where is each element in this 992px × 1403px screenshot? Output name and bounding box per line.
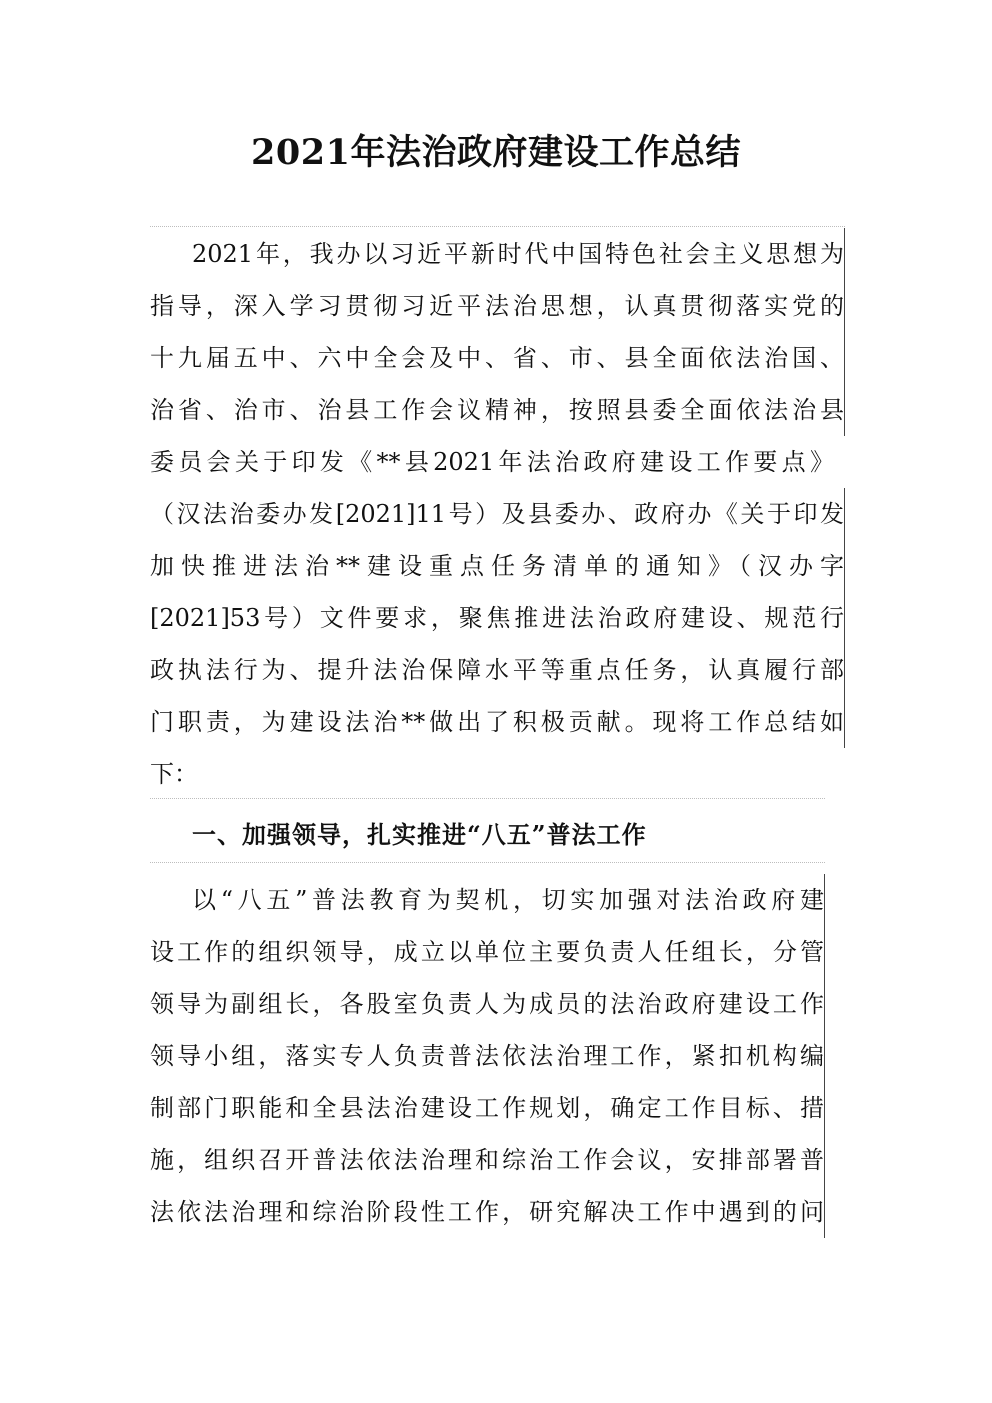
paragraph-line: 下： bbox=[150, 760, 198, 788]
paragraph-line: 施，组织召开普法依法治理和综治工作会议，安排部署普 bbox=[150, 1134, 825, 1186]
paragraph-line: 制部门职能和全县法治建设工作规划，确定工作目标、措 bbox=[150, 1082, 825, 1134]
paragraph-line: 法依法治理和综治阶段性工作，研究解决工作中遇到的问 bbox=[150, 1186, 825, 1238]
paragraph-line: 设工作的组织领导，成立以单位主要负责人任组长，分管 bbox=[150, 926, 825, 978]
paragraph-line: 领导为副组长，各股室负责人为成员的法治政府建设工作 bbox=[150, 978, 825, 1030]
divider bbox=[150, 862, 825, 863]
paragraph-line: （汉法治委办发[2021]11号）及县委办、政府办《关于印发 bbox=[150, 488, 845, 540]
divider bbox=[150, 798, 825, 799]
paragraph-line: [2021]53号）文件要求，聚焦推进法治政府建设、规范行 bbox=[150, 592, 845, 644]
paragraph-line: 十九届五中、六中全会及中、省、市、县全面依法治国、 bbox=[150, 332, 845, 384]
paragraph-line: 门职责，为建设法治**做出了积极贡献。现将工作总结如 bbox=[150, 696, 845, 748]
section-heading: 一、加强领导，扎实推进“八五”普法工作 bbox=[192, 820, 647, 849]
top-divider bbox=[150, 226, 845, 227]
paragraph-line: 治省、治市、治县工作会议精神，按照县委全面依法治县 bbox=[150, 384, 845, 436]
paragraph-line: 政执法行为、提升法治保障水平等重点任务，认真履行部 bbox=[150, 644, 845, 696]
page-title: 2021年法治政府建设工作总结 bbox=[251, 132, 741, 173]
paragraph-line: 以“八五”普法教育为契机，切实加强对法治政府建 bbox=[150, 874, 825, 926]
paragraph-line: 2021年，我办以习近平新时代中国特色社会主义思想为 bbox=[150, 228, 845, 280]
paragraph-line: 领导小组，落实专人负责普法依法治理工作，紧扣机构编 bbox=[150, 1030, 825, 1082]
paragraph-line: 委员会关于印发《**县2021年法治政府建设工作要点》 bbox=[150, 448, 834, 476]
paragraph-line: 加快推进法治**建设重点任务清单的通知》（汉办字 bbox=[150, 540, 845, 592]
paragraph-line: 指导，深入学习贯彻习近平法治思想，认真贯彻落实党的 bbox=[150, 280, 845, 332]
